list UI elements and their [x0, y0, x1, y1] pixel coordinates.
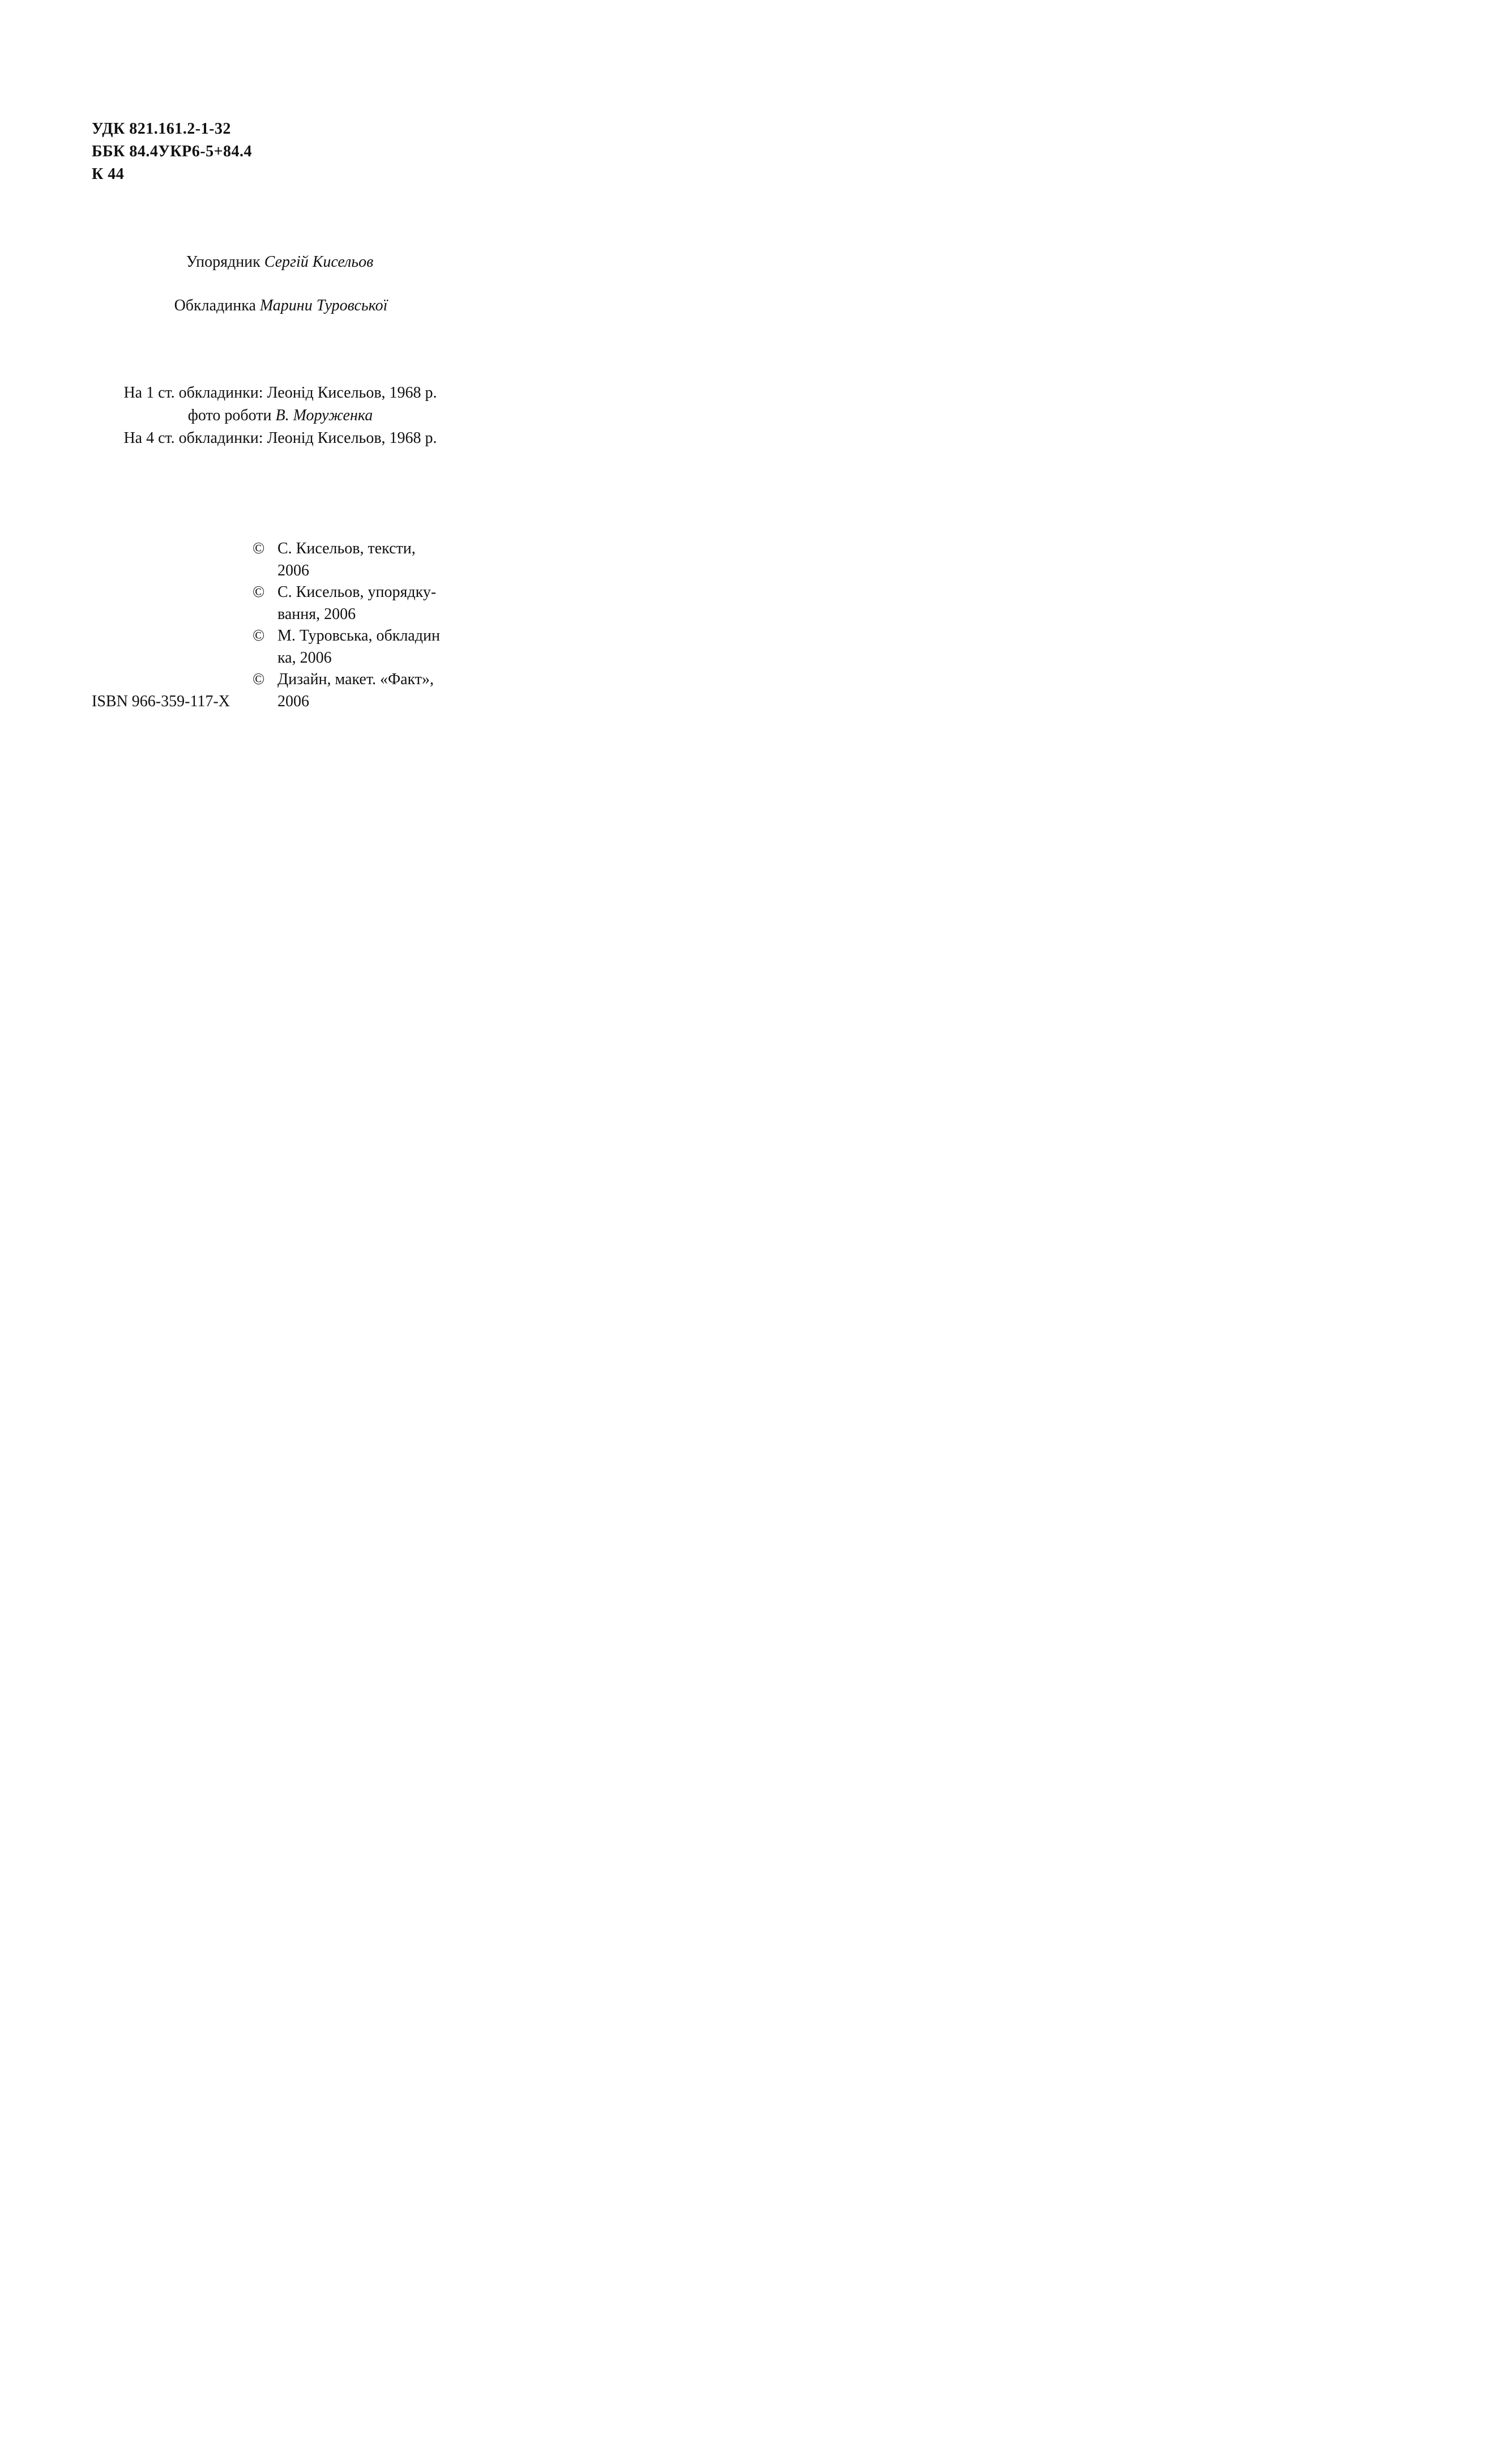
- isbn-number: ISBN 966-359-117-X: [92, 693, 230, 710]
- compiler-credit: [8, 251, 552, 274]
- copyright-line: вання, 2006: [277, 605, 356, 623]
- compiler-label: Упорядник: [186, 253, 260, 271]
- copyright-line: С. Кисельов, тексти,: [277, 540, 416, 557]
- copyright-item: [253, 625, 468, 669]
- cover-artist-name: Марини Туровської: [259, 297, 388, 314]
- imprint-page: [0, 0, 544, 878]
- photo-credit: [0, 404, 561, 427]
- copyright-line: М. Туровська, обкладин: [277, 627, 440, 645]
- copyright-item: [253, 669, 468, 712]
- photo-label: фото роботи: [187, 407, 272, 424]
- copyright-line: Дизайн, макет. «Факт»,: [277, 671, 434, 688]
- cover-credit: [9, 295, 553, 317]
- bbk-code: ББК 84.4УКР6-5+84.4: [92, 143, 253, 160]
- author-mark: К 44: [92, 165, 125, 183]
- copyright-icon: ©: [253, 583, 265, 601]
- photographer-name: В. Моруженка: [275, 407, 373, 424]
- cover-notes: [0, 382, 561, 450]
- copyright-line: ка, 2006: [277, 648, 332, 667]
- cover-label: Обкладинка: [174, 297, 256, 314]
- copyright-line: 2006: [277, 561, 309, 579]
- classification-block: [92, 118, 252, 186]
- copyright-list: [253, 538, 468, 712]
- front-cover-note: На 1 ст. обкладинки: Леонід Кисельов, 1968 р.: [123, 384, 437, 402]
- copyright-icon: ©: [253, 671, 265, 688]
- copyright-icon: ©: [253, 627, 265, 645]
- back-cover-note: На 4 ст. обкладинки: Леонід Кисельов, 1968 р.: [123, 429, 437, 447]
- compiler-name: Сергій Кисельов: [264, 253, 374, 271]
- copyright-line: С. Кисельов, упорядку-: [277, 583, 437, 601]
- copyright-icon: ©: [253, 540, 265, 557]
- copyright-item: [253, 582, 468, 625]
- udk-code: УДК 821.161.2-1-32: [92, 120, 231, 138]
- copyright-line: 2006: [277, 692, 309, 710]
- copyright-item: [253, 538, 468, 582]
